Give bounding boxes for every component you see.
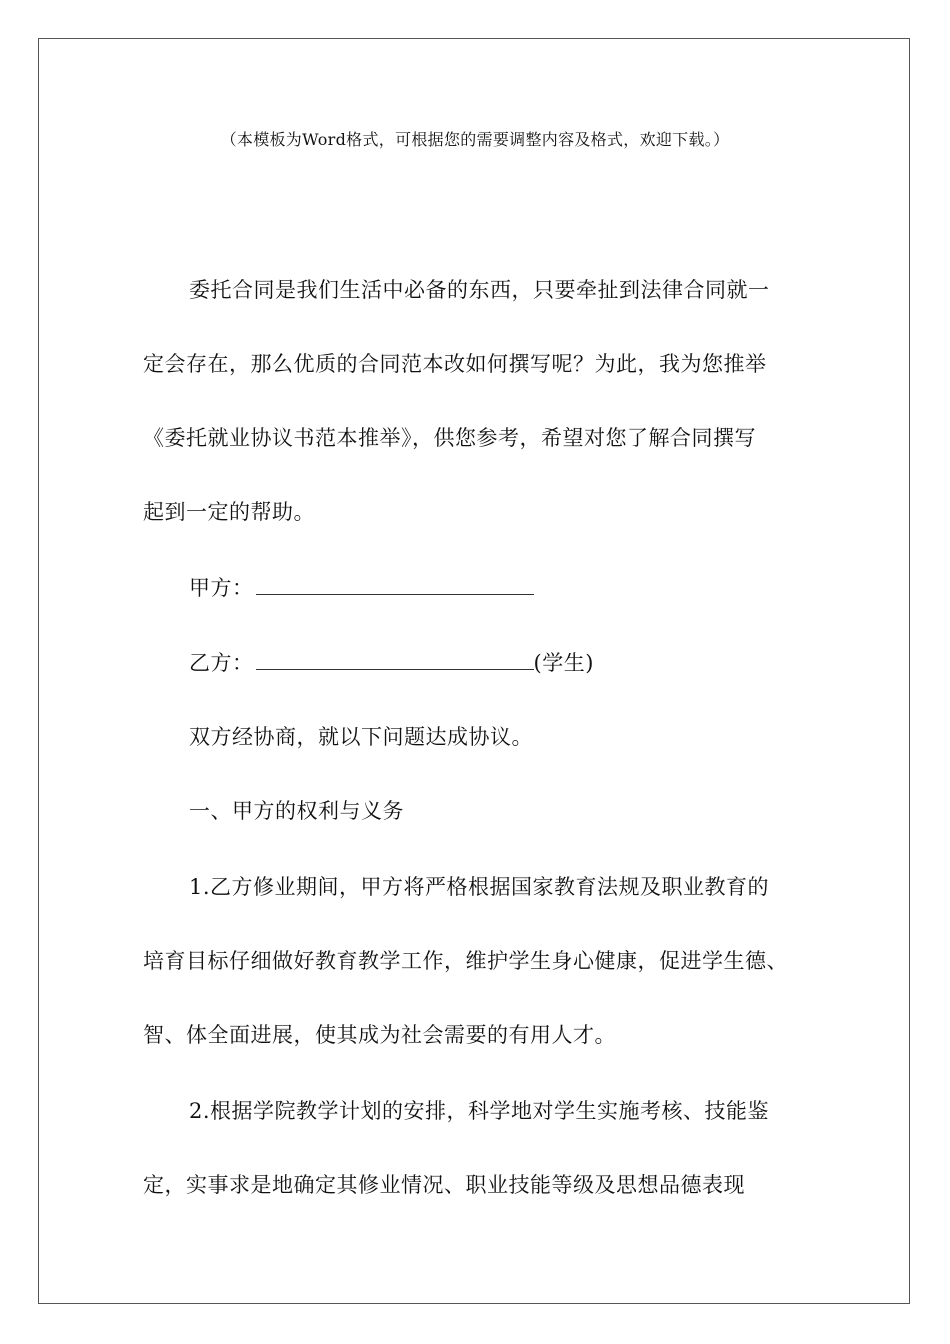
section-1-title: 一、甲方的权利与义务 [189, 799, 404, 823]
party-a-label: 甲方： [189, 576, 254, 600]
intro-line-3: 《委托就业协议书范本推举》，供您参考，希望对您了解合同撰写 [143, 426, 756, 450]
party-b-line [189, 649, 594, 677]
clause-1-line-2: 培育目标仔细做好教育教学工作，维护学生身心健康，促进学生德、 [143, 949, 788, 973]
clause-2-line-2: 定，实事求是地确定其修业情况、职业技能等级及思想品德表现 [143, 1173, 745, 1197]
party-a-line [189, 574, 534, 602]
party-b-blank-field [256, 649, 534, 670]
party-b-suffix: (学生) [533, 651, 594, 675]
party-a-blank-field [256, 574, 534, 595]
intro-line-2: 定会存在，那么优质的合同范本改如何撰写呢？为此，我为您推举 [143, 352, 767, 376]
intro-line-1: 委托合同是我们生活中必备的东西，只要牵扯到法律合同就一 [189, 278, 770, 302]
agreement-line: 双方经协商，就以下问题达成协议。 [189, 725, 533, 749]
intro-line-4: 起到一定的帮助。 [143, 500, 315, 524]
template-note: （本模板为Word格式，可根据您的需要调整内容及格式，欢迎下载。） [220, 130, 730, 149]
clause-2-line-1: 2.根据学院教学计划的安排，科学地对学生实施考核、技能鉴 [189, 1099, 770, 1123]
party-b-label: 乙方： [189, 651, 254, 675]
clause-1-line-1: 1.乙方修业期间，甲方将严格根据国家教育法规及职业教育的 [189, 875, 770, 899]
clause-1-line-3: 智、体全面进展，使其成为社会需要的有用人才。 [143, 1023, 616, 1047]
